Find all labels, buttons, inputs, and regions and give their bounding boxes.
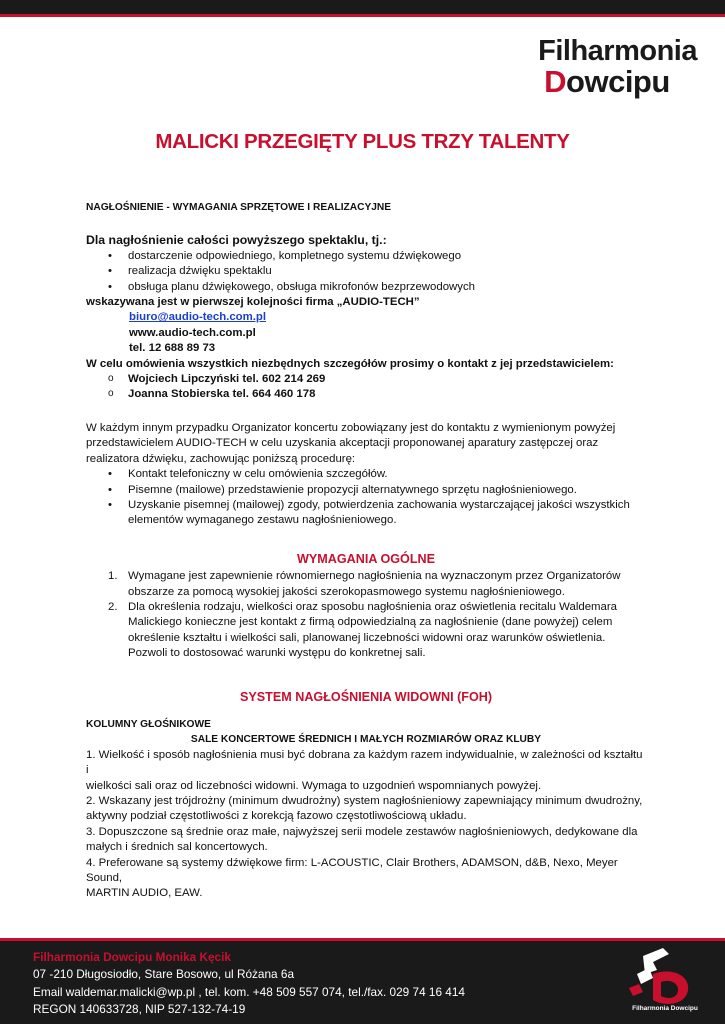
list-item-text: określenie kształtu i wielkości sali, planowanej liczebności widowni oraz warunków oświetlenia. — [128, 631, 606, 644]
logo-d-mark: D — [544, 64, 567, 99]
list-number: 2. — [108, 600, 118, 613]
footer-address: 07 -210 Długosiodło, Stare Bosowo, ul Różana 6a — [33, 967, 295, 982]
footer-contact: Email waldemar.malicki@wp.pl , tel. kom. +48 509 557 074, tel./fax. 029 74 16 414 — [33, 984, 465, 999]
sound-scope-heading: Dla nagłośnienie całości powyższego spektaklu, tj.: — [86, 233, 387, 248]
list-item: • dostarczenie odpowiedniego, kompletnego systemu dźwiękowego — [108, 249, 646, 264]
list-item: • obsługa planu dźwiękowego, obsługa mikrofonów bezprzewodowych — [108, 280, 646, 295]
top-bar — [0, 0, 725, 14]
list-item — [108, 600, 646, 662]
list-item-text: obszarze za pomocą wysokiej jakości szerokopasmowego systemu nagłośnieniowego. — [128, 585, 565, 598]
footer-company-name: Filharmonia Dowcipu Monika Kęcik — [33, 950, 231, 964]
document-title: MALICKI PRZEGIĘTY PLUS TRZY TALENTY — [155, 130, 570, 153]
list-item — [108, 569, 646, 600]
paragraph-line: W każdym innym przypadku Organizator koncertu zobowiązany jest do kontaktu z wymienionym powyżej — [86, 421, 616, 434]
list-item: o Joanna Stobierska tel. 664 460 178 — [108, 387, 646, 402]
logo-line-2 — [538, 66, 697, 98]
list-number: 1. — [108, 570, 118, 583]
paragraph-line: przedstawicielem AUDIO-TECH w celu uzyskania akceptacji proponowanej aparatury zastępczej oraz — [86, 437, 599, 450]
list-item — [108, 483, 646, 498]
paragraph-line: realizatora dźwięku, zachowując poniższą procedurę: — [86, 452, 356, 465]
paragraph-line: 4. Preferowane są systemy dźwiękowe firm: L-ACOUSTIC, Clair Brothers, ADAMSON, d&B, Nexo, Meyer Sound, — [86, 856, 618, 885]
list-item-text: • Pisemne (mailowe) przedstawienie propozycji alternatywnego sprzętu nagłośnieniowego. — [128, 483, 577, 496]
company-line: wskazywana jest w pierwszej kolejności firma „AUDIO-TECH” — [86, 296, 420, 309]
foh-system-heading: SYSTEM NAGŁOŚNIENIA WIDOWNI (FOH) — [239, 689, 493, 704]
contact-list — [108, 372, 646, 403]
list-item-text: Dla określenia rodzaju, wielkości oraz sposobu nagłośnienia oraz oświetlenia recitalu Waldemara — [128, 600, 617, 613]
list-item — [108, 498, 646, 529]
brand-logo — [538, 36, 697, 98]
company-email[interactable] — [86, 310, 646, 325]
footer-contact-block — [33, 949, 465, 1019]
top-accent-line — [0, 14, 725, 17]
logo-line-2-rest: owcipu — [566, 64, 670, 99]
list-item-text: Malickiego konieczne jest kontakt z firmą odpowiedzialną za nagłośnienie (dane powyżej) celem — [128, 616, 613, 629]
logo-line-1: Filharmonia — [538, 35, 697, 67]
paragraph-line: MARTIN AUDIO, EAW. — [86, 887, 203, 900]
company-phone: tel. 12 688 89 73 — [129, 342, 216, 355]
paragraph-line: 2. Wskazany jest trójdrożny (minimum dwudrożny) system nagłośnieniowy zapewniający minimum dwudrożny, — [86, 795, 643, 807]
footer-logo-text: Filharmonia Dowcipu — [632, 1005, 698, 1012]
list-item-text: • Kontakt telefoniczny w celu omówienia szczegółów. — [128, 468, 388, 481]
paragraph-line: 3. Dopuszczone są średnie oraz małe, najwyższej serii modele zestawów nagłośnieniowych, dedykowane dla — [86, 825, 638, 838]
email-link[interactable]: biuro@audio-tech.com.pl — [129, 311, 267, 324]
general-requirements-heading: WYMAGANIA OGÓLNE — [296, 551, 436, 566]
list-item: • realizacja dźwięku spektaklu — [108, 264, 646, 279]
list-item-text: elementów wymaganego zestawu nagłośnieniowego. — [128, 514, 397, 527]
paragraph-line: 1. Wielkość i sposób nagłośnienia musi być dobrana za każdym razem indywidualnie, w zależności od kształtu i — [86, 748, 643, 777]
procedure-list — [108, 467, 646, 529]
venue-type-heading: SALE KONCERTOWE ŚREDNICH I MAŁYCH ROZMIARÓW ORAZ KLUBY — [190, 734, 542, 746]
footer-accent-line — [0, 938, 725, 941]
general-requirements-list — [108, 569, 646, 661]
paragraph-line: wielkości sali oraz od liczebności widowni. Wymaga to uzgodnień wspomnianych powyżej. — [86, 779, 542, 792]
contact-intro: W celu omówienia wszystkich niezbędnych szczegółów prosimy o kontakt z jej przedstawicielem: — [86, 357, 614, 370]
foh-requirements — [86, 748, 646, 902]
sound-scope-list — [108, 249, 646, 295]
list-item-text: • Uzyskanie pisemnej (mailowej) zgody, potwierdzenia zachowania wystarczającej jakości wszystkich — [128, 498, 630, 511]
list-item-text: Wymagane jest zapewnienie równomiernego nagłośnienia na wyznaczonym przez Organizatorów — [128, 570, 621, 583]
list-item: o Wojciech Lipczyński tel. 602 214 269 — [108, 372, 646, 387]
list-item — [108, 467, 646, 482]
sound-requirements-label: NAGŁOŚNIENIE - WYMAGANIA SPRZĘTOWE I REALIZACYJNE — [86, 202, 392, 213]
paragraph-line: małych i średnich sal koncertowych. — [86, 841, 268, 854]
footer-regon: REGON 140633728, NIP 527-132-74-19 — [33, 1002, 246, 1017]
company-website: www.audio-tech.com.pl — [129, 326, 256, 339]
page-footer — [0, 938, 725, 1024]
list-item-text: Pozwoli to dostosować warunki występu do konkretnej sali. — [128, 647, 426, 660]
speakers-label: KOLUMNY GŁOŚNIKOWE — [86, 718, 211, 730]
paragraph-line: aktywny podział częstotliwości z korekcją fazowo częstotliwościową układu. — [86, 810, 467, 823]
procedure-paragraph — [86, 421, 646, 467]
document-body — [86, 200, 646, 902]
